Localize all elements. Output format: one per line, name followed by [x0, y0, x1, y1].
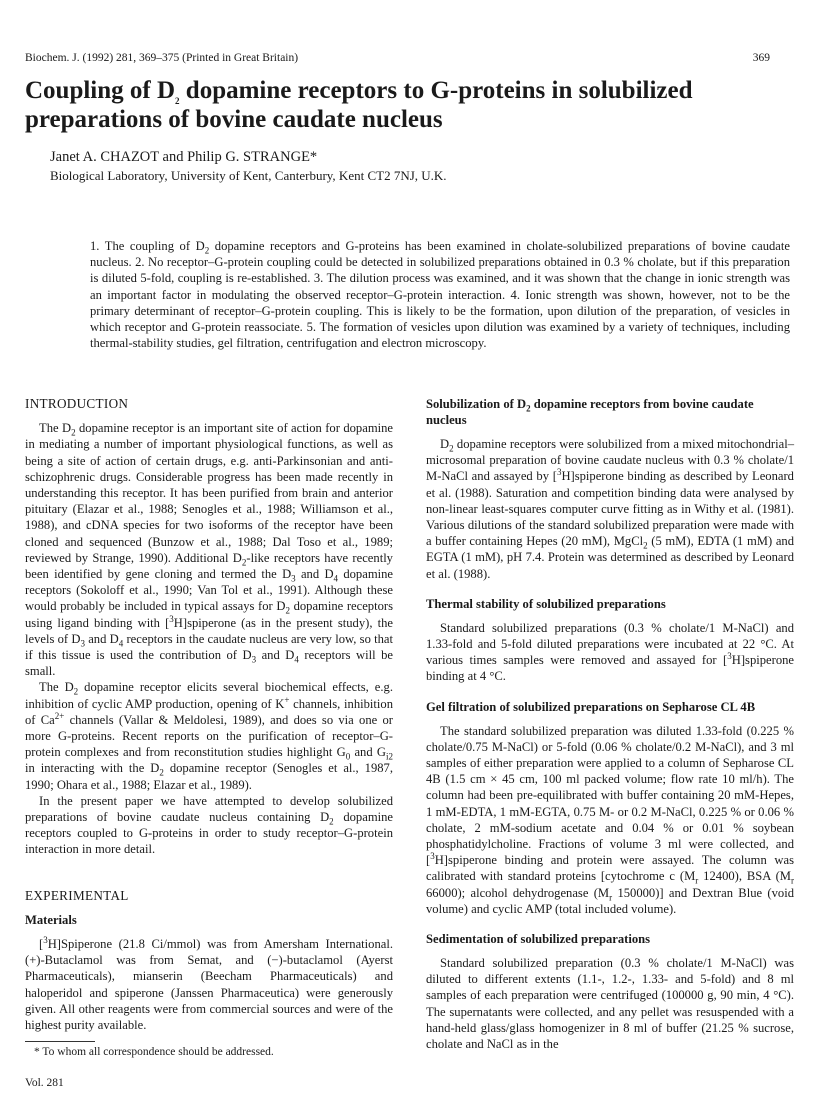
journal-header: Biochem. J. (1992) 281, 369–375 (Printed in Great Britain) — [25, 52, 299, 64]
intro-paragraph-3: In the present paper we have attempted to develop solubilized preparations of bovine caudate nucleus containing $D_2$ dopamine receptors coupled to G-proteins in order to study receptor–G-protein interaction in more detail. — [25, 793, 393, 857]
intro-paragraph-2: The $D_2$ dopamine receptor elicits several biochemical effects, e.g. inhibition of cyclic AMP production, opening of K+ channels, inhibition of $Ca^{2+}$ channels (Vallar & Meldolesi, 1989), and does so via one or more G-proteins. Recent reports on the purification of receptor–G-protein complexes and from reconstitution studies highlight $G_0$ and $G_{i2}$ in interacting with the $D_2$ dopamine receptor (Senogles et al., 1987, 1990; Ohara et al., 1988; Elazar et al., 1989). — [25, 680, 394, 792]
gel-filtration-heading: Gel filtration of solubilized preparations on Sepharose CL 4B — [426, 699, 756, 714]
introduction-heading: INTRODUCTION — [25, 396, 129, 411]
sedimentation-heading: Sedimentation of solubilized preparations — [426, 932, 651, 947]
footnote-rule — [25, 1041, 95, 1042]
sedimentation-paragraph: Standard solubilized preparation (0.3 % cholate/1 M-NaCl) was diluted to different extents (1.1-, 1.2-, 1.33- and 5-fold) and 8 ml samples of each preparation were centrifuged (100000 g, 90 min, 4 °C). The supernatants were collected, and any pellet was resuspended with a hand-held glass/glass homogenizer in 8 ml of buffer (21.25 % sucrose, cholate and NaCl as in the — [426, 956, 794, 1052]
authors: Janet A. CHAZOT and Philip G. STRANGE* — [50, 149, 318, 165]
intro-paragraph-1: The $D_2$ dopamine receptor is an important site of action for dopamine in mediating a number of important physiological functions, as well as being a site of action of certain drugs, e.g. anti-Parkinsonian and anti-schizophrenic drugs. Considerable progress has been made recently in understanding this receptor. It has been purified from brain and anterior pituitary (Elazar et al., 1988; Senogles et al., 1988; Williamson et al., 1988), and cDNA species for two isoforms of the receptor have been cloned and sequenced (Bunzow et al., 1988; Dal Toso et al., 1989; reviewed by Strange, 1990). Additional $D_2$-like receptors have recently been identified by gene cloning and termed the $D_3$ and $D_4$ dopamine receptors (Sokoloff et al., 1990; Van Tol et al., 1991). Although these would probably be included in typical assays for $D_2$ dopamine receptors using ligand binding with [$^3$H]spiperone (as in the present study), the levels of $D_3$ and $D_4$ receptors in the caudate nucleus are very low, so that if this tissue is used the contribution of $D_3$ and $D_4$ receptors will be small. — [25, 421, 394, 679]
volume-footer: Vol. 281 — [25, 1077, 64, 1089]
thermal-stability-heading: Thermal stability of solubilized preparations — [426, 596, 666, 611]
materials-heading: Materials — [25, 912, 77, 927]
article-title: Coupling of $D_2$ dopamine receptors to G-proteins in solubilized preparations of bovine caudate nucleus — [25, 77, 693, 133]
solubilization-heading: Solubilization of $D_2$ dopamine receptors from bovine caudate nucleus — [426, 397, 754, 427]
experimental-heading: EXPERIMENTAL — [25, 887, 129, 903]
solubilization-paragraph: $D_2$ dopamine receptors were solubilized from a mixed mitochondrial–microsomal preparation of bovine caudate nucleus with 0.3 % cholate/1 M-NaCl and assayed by [$^3$H]spiperone binding as described by Leonard et al. (1988). Saturation and competition binding data were analysed by non-linear least-squares computer curve fitting as in Withy et al. (1981). Various dilutions of the standard solubilized preparation were made with a buffer containing Hepes (20 mM), MgCl$_2$ (5 mM), EDTA (1 mM) and EGTA (1 mM), pH 7.4. Protein was determined as described by Leonard et al. (1988). — [426, 437, 794, 581]
left-column — [25, 396, 393, 1033]
footnote: * To whom all correspondence should be addressed. — [34, 1046, 274, 1058]
right-column — [426, 396, 794, 1052]
gel-filtration-paragraph: The standard solubilized preparation was diluted 1.33-fold (0.225 % cholate/0.75 M-NaCl) or 5-fold (0.06 % cholate/0.2 M-NaCl), and 3 ml samples of either preparation were applied to a column of Sepharose CL 4B (1.5 cm × 45 cm, 100 ml packed volume; flow rate 10 ml/h). The column had been pre-equilibrated with buffer containing 20 mM-Hepes, 1 mM-EDTA, 1 mM-EGTA, 0.75 M- or 0.2 M-NaCl, 0.225 % or 0.06 % cholate, 2 mM-sodium acetate and 0.04 % or 0.01 % soybean phosphatidylcholine. Fractions of volume 3 ml were collected, and [$^3$H]spiperone binding and protein were assayed. The column was calibrated with standard proteins [cytochrome c ($M_r$ 12400), BSA ($M_r$ 66000); alcohol dehydrogenase ($M_r$ 150000)] and Dextran Blue (void volume) and cyclic AMP (total included volume). — [426, 723, 794, 916]
materials-paragraph: [$^3$H]Spiperone (21.8 Ci/mmol) was from Amersham International. (+)-Butaclamol was from Semat, and (−)-butaclamol (Ayerst Pharmaceuticals), mianserin (Beecham Pharmaceuticals) and haloperidol and spiperone (Janssen Pharmaceutica) were generously given. All other reagents were from commercial sources and were of the highest purity available. — [25, 934, 393, 1032]
affiliation: Biological Laboratory, University of Kent, Canterbury, Kent CT2 7NJ, U.K. — [50, 168, 447, 183]
page-number: 369 — [752, 52, 770, 64]
thermal-stability-paragraph: Standard solubilized preparations (0.3 % cholate/1 M-NaCl) and 1.33-fold and 5-fold diluted preparations were incubated at 22 °C. At various times samples were removed and assayed for [$^3$H]spiperone binding at 4 °C. — [426, 620, 794, 684]
abstract: 1. The coupling of $D_2$ dopamine receptors and G-proteins has been examined in cholate-solubilized preparations of bovine caudate nucleus. 2. No receptor–G-protein coupling could be detected in solubilized preparations obtained in 0.3 % cholate, but if this preparation is diluted 5-fold, coupling is re-established. 3. The dilution process was examined, and it was shown that the change in ionic strength was an important factor in modulating the observed receptor–G-protein interaction. 4. Ionic strength was shown, however, not to be the primary determinant of receptor–G-protein coupling. This is likely to be the formation, upon dilution of the preparation, of vesicles in which receptor and G-protein reassociate. 5. The formation of vesicles upon dilution was examined by a variety of techniques, including thermal-stability studies, gel filtration, centrifugation and electron microscopy. — [90, 239, 790, 351]
